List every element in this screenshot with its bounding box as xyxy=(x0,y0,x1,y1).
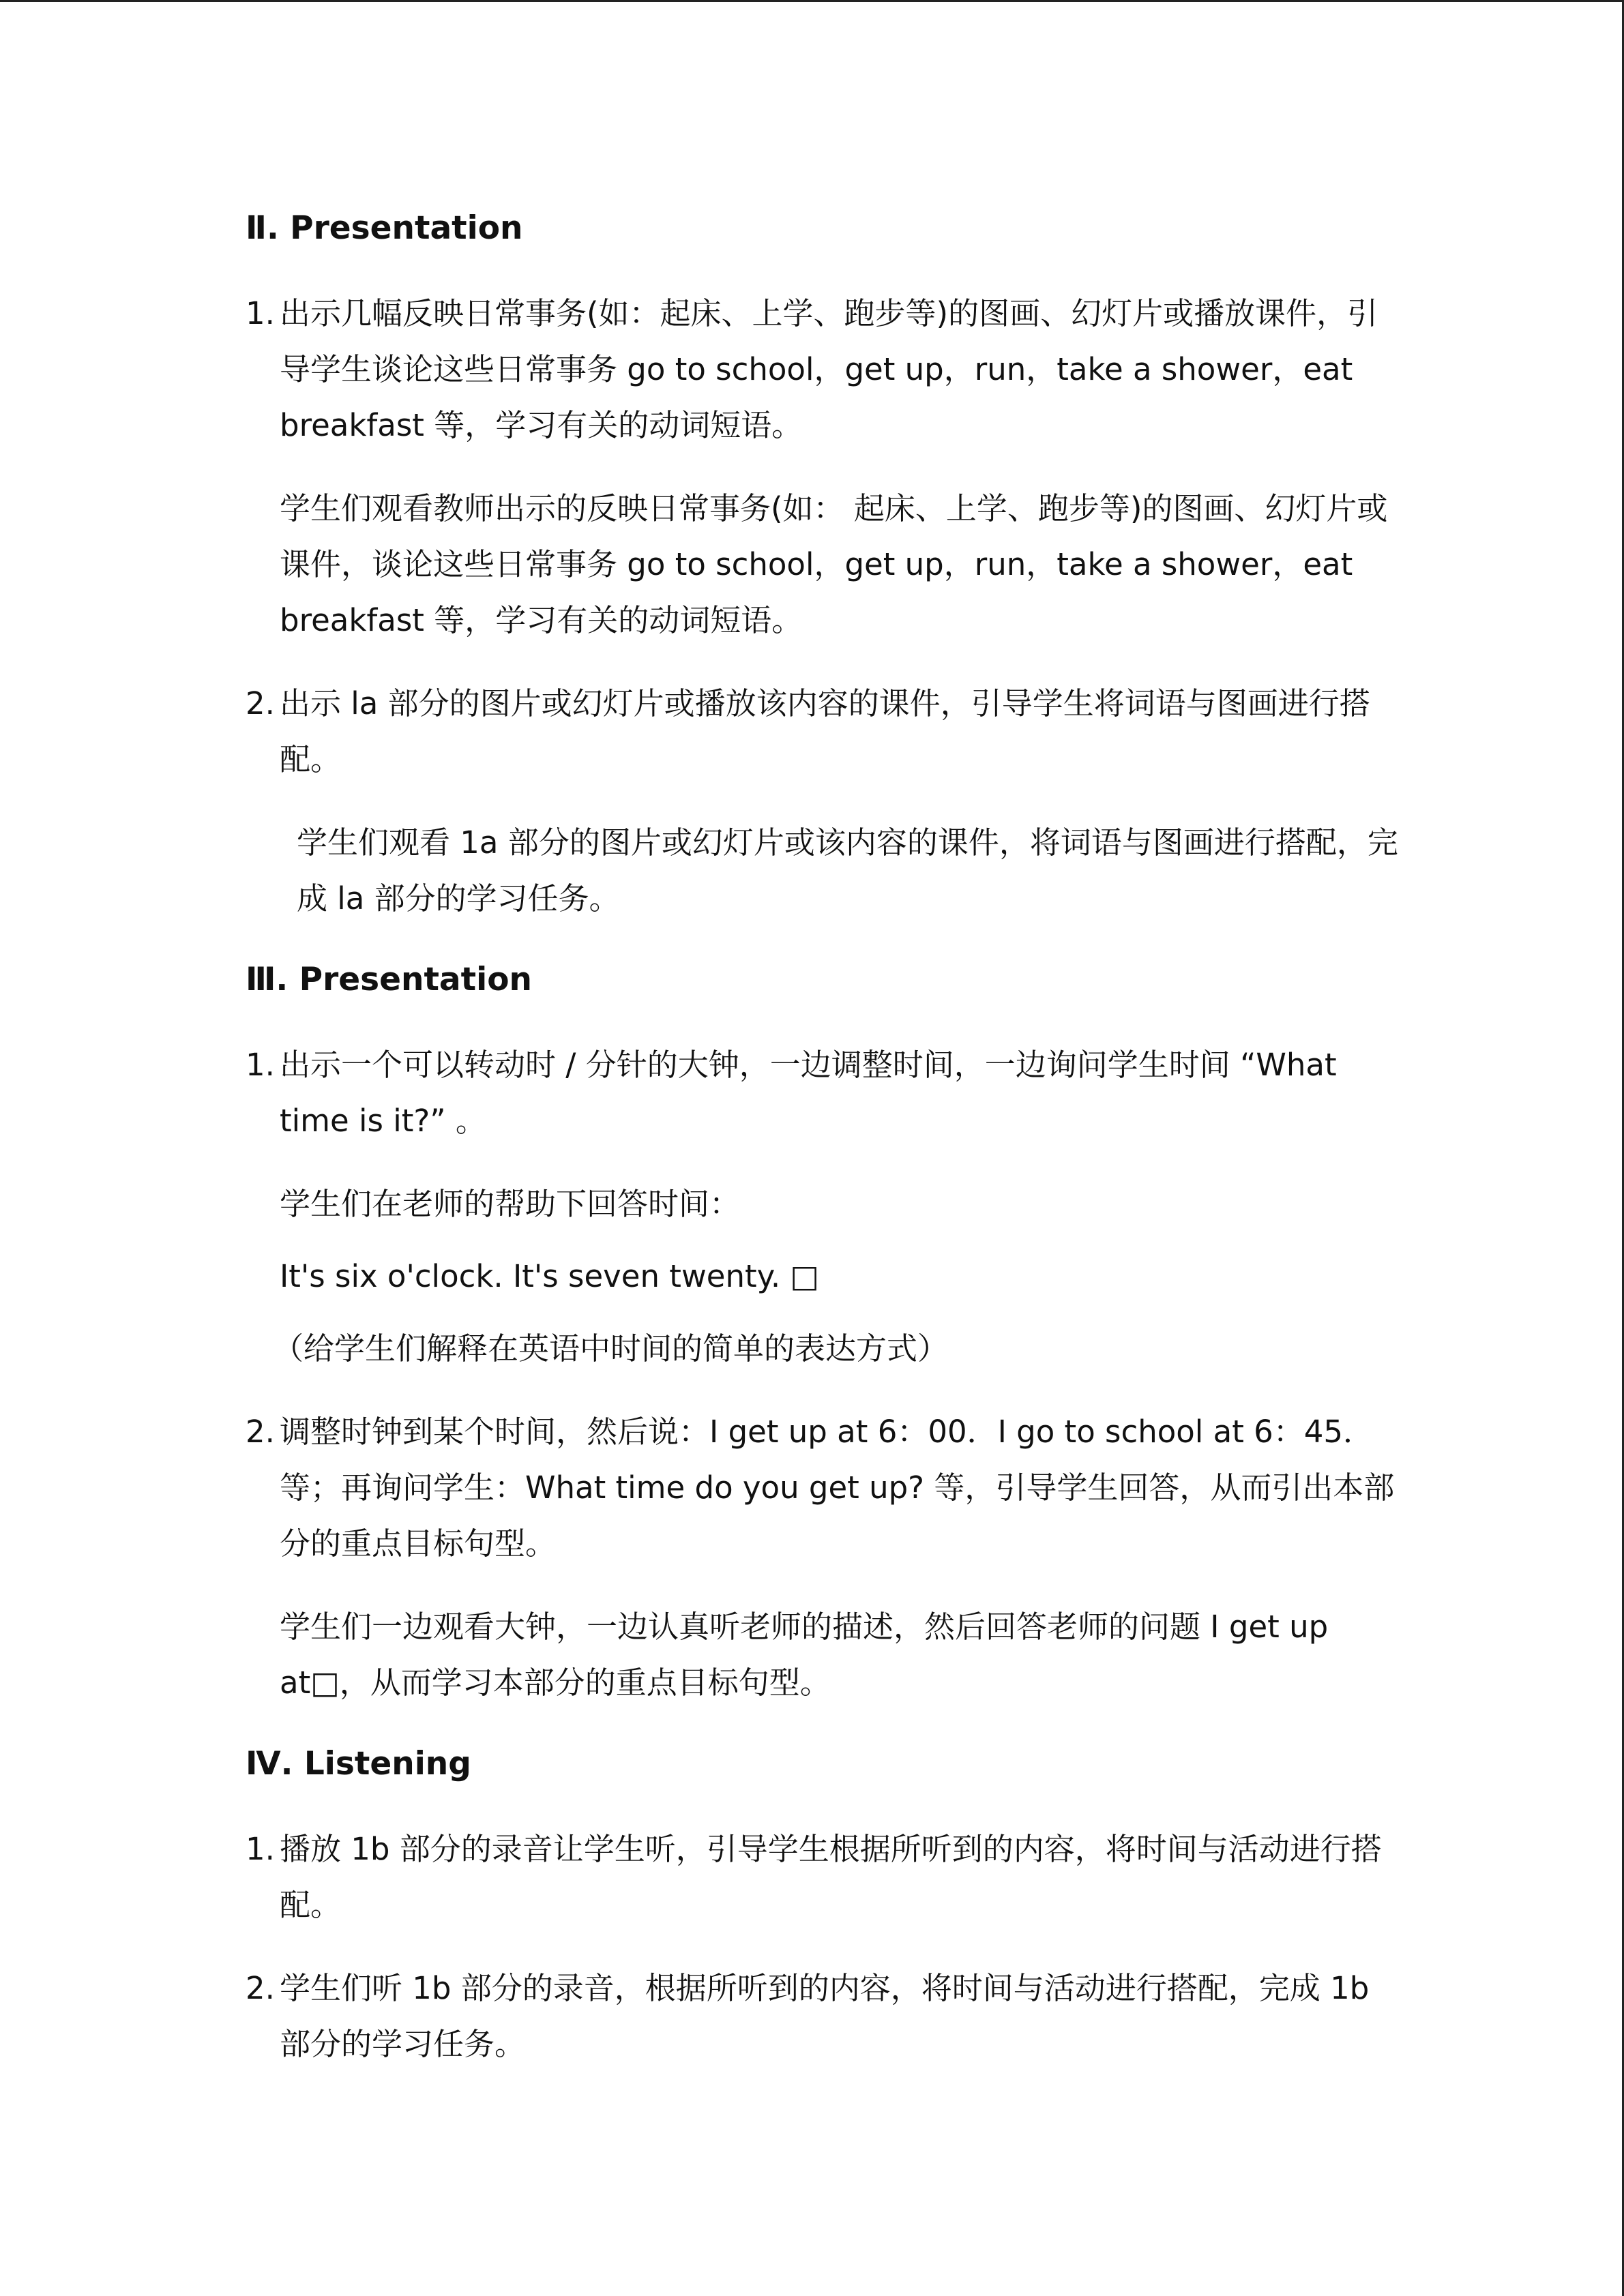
list-text: 出示几幅反映日常事务(如：起床、上学、跑步等)的图画、幻灯片或播放课件，引导学生谈论这些日常事务 go to school，get up，run，take a shower，eat breakfast 等，学习有关的动词短语。 xyxy=(280,295,1378,443)
list-text: 出示一个可以转动时 / 分针的大钟，一边调整时间，一边询问学生时间 “What time is it?” 。 xyxy=(280,1047,1337,1139)
list-item xyxy=(246,286,1405,453)
student-response: 学生们一边观看大钟，一边认真听老师的描述，然后回答老师的问题 I get up at□，从而学习本部分的重点目标句型。 xyxy=(280,1609,1329,1701)
list-item xyxy=(246,1960,1405,2072)
section-heading-listening: Ⅳ. Listening xyxy=(246,1745,471,1783)
student-response: 学生们观看 1a 部分的图片或幻灯片或该内容的课件，将词语与图画进行搭配，完成 la 部分的学习任务。 xyxy=(297,824,1398,916)
list-number: 1. xyxy=(246,1047,275,1083)
list-item xyxy=(246,1404,1405,1572)
list-number: 1. xyxy=(246,1831,275,1867)
list-text: 出示 la 部分的图片或幻灯片或播放该内容的课件，引导学生将词语与图画进行搭配。 xyxy=(280,685,1370,777)
student-response: It's six o'clock. It's seven twenty. □ xyxy=(280,1258,819,1294)
student-response: 学生们在老师的帮助下回答时间： xyxy=(280,1186,741,1222)
student-response: 学生们观看教师出示的反映日常事务(如： 起床、上学、跑步等)的图画、幻灯片或课件，谈论这些日常事务 go to school，get up，run，take a shower，eat breakfast 等，学习有关的动词短语。 xyxy=(280,490,1388,638)
list-number: 2. xyxy=(246,1414,275,1450)
list-item xyxy=(246,1037,1405,1149)
document-content xyxy=(246,203,1405,2072)
list-item xyxy=(246,676,1405,788)
list-number: 2. xyxy=(246,685,275,721)
section-heading-presentation-3: Ⅲ. Presentation xyxy=(246,961,532,998)
list-number: 1. xyxy=(246,295,275,331)
list-number: 2. xyxy=(246,1970,275,2006)
teacher-note: （给学生们解释在英语中时间的简单的表达方式） xyxy=(273,1330,949,1367)
list-text: 播放 1b 部分的录音让学生听，引导学生根据所听到的内容，将时间与活动进行搭配。 xyxy=(280,1831,1382,1923)
list-text: 学生们听 1b 部分的录音，根据所听到的内容，将时间与活动进行搭配，完成 1b 部分的学习任务。 xyxy=(280,1970,1370,2062)
list-text: 调整时钟到某个时间，然后说：I get up at 6：00．I go to school at 6：45．等；再询问学生：What time do you get up? 等，引导学生回答，从而引出本部分的重点目标句型。 xyxy=(280,1414,1395,1562)
section-heading-presentation-2: Ⅱ. Presentation xyxy=(246,209,523,247)
list-item xyxy=(246,1821,1405,1933)
